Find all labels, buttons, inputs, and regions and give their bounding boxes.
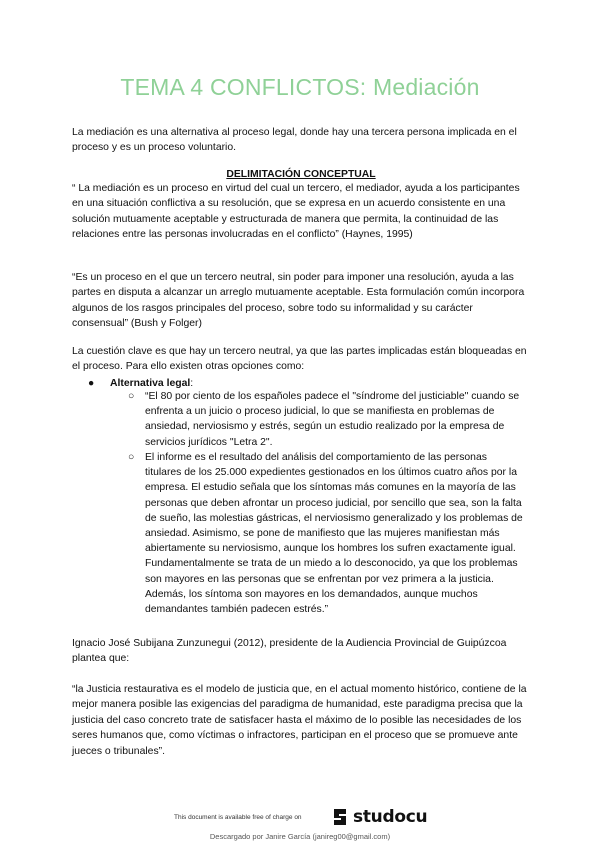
list-item-text: “El 80 por ciento de los españoles padece el "síndrome del justiciable" cuando se enfrenta a un juicio o proceso judicial, lo que se manifiesta en problemas de ansiedad, nerviosismo y estrés, según un estudio realizado por la empresa de servicios jurídicos "Letra 2". <box>145 391 520 448</box>
studocu-logo[interactable] <box>330 806 427 828</box>
footer-distribution-note: This document is available free of charge on <box>174 814 302 821</box>
quote-bush-folger: “Es un proceso en el que un tercero neutral, sin poder para imponer una resolución, ayuda a las partes en disputa a alcanzar un arreglo mutuamente aceptable. Esta formulación común incorpora algunos de los rasgos principales del proceso, sobre todo su informalidad y su carácter consensual” (Bush y Folger) <box>72 272 525 330</box>
studocu-logo-icon <box>330 806 350 828</box>
bullet-label: Alternativa legal <box>110 378 191 389</box>
author-intro-paragraph: Ignacio José Subijana Zunzunegui (2012), presidente de la Audiencia Provincial de Guipúzcoa plantea que: <box>72 638 507 665</box>
sub-bullet-marker: ○ <box>128 452 135 463</box>
key-issue-paragraph: La cuestión clave es que hay un tercero neutral, ya que las partes implicadas están bloqueadas en el proceso. Para ello existen otras opciones como: <box>72 346 527 373</box>
bullet-marker: ● <box>88 378 95 389</box>
list-item <box>128 450 525 617</box>
intro-paragraph: La mediación es una alternativa al proceso legal, donde hay una tercera persona implicada en el proceso y es un proceso voluntario. <box>72 127 517 154</box>
list-item-text: El informe es el resultado del análisis del comportamiento de las personas titulares de los 25.000 expedientes gestionados en los últimos cuatro años por la empresa. El estudio señala que los síntomas más comunes en la mayoría de las personas que deben afrontar un proceso judicial, por sencillo que sea, son la falta de sueño, las molestias gástricas, el nerviosismo generalizado y los problemas de ansiedad. Asimismo, se pone de manifiesto que las mujeres manifiestan más abiertamente su nerviosismo, aunque los hombres los sufren exactamente igual. Fundamentalmente se trata de un miedo a lo desconocido, ya que los problemas son mayores en las personas que se enfrentan por vez primera a la justicia. Además, los síntoma son mayores en los demandados, aunque muchos demandantes también padecen estrés.” <box>145 452 523 616</box>
quote-restorative-justice: “la Justicia restaurativa es el modelo de justicia que, en el actual momento histórico, contiene de la mejor manera posible las exigencias del paradigma de humanidad, este paradigma precisa que la justicia del caso concreto trate de satisfacer hasta el máximo de lo posible las necesidades de los seres humanos que, como víctimas o infractores, participan en el proceso que se promueve ante jueces o tribunales”. <box>72 684 527 757</box>
quote-haynes: “ La mediación es un proceso en virtud del cual un tercero, el mediador, ayuda a los participantes en una situación conflictiva a su resolución, que se expresa en un acuerdo consistente en una solución mutuamente aceptable y estructurada de manera que permita, la continuidad de las relaciones entre las personas involucradas en el conflicto” (Haynes, 1995) <box>72 183 520 241</box>
sub-bullet-marker: ○ <box>128 391 135 402</box>
page-title: TEMA 4 CONFLICTOS: Mediación <box>120 74 480 100</box>
footer-download-note: Descargado por Janire García (janireg00@gmail.com) <box>209 832 391 841</box>
section-heading: DELIMITACIÓN CONCEPTUAL <box>226 169 376 180</box>
bullet-suffix: : <box>190 378 194 389</box>
list-item <box>128 389 525 450</box>
studocu-wordmark: studocu <box>353 807 428 827</box>
